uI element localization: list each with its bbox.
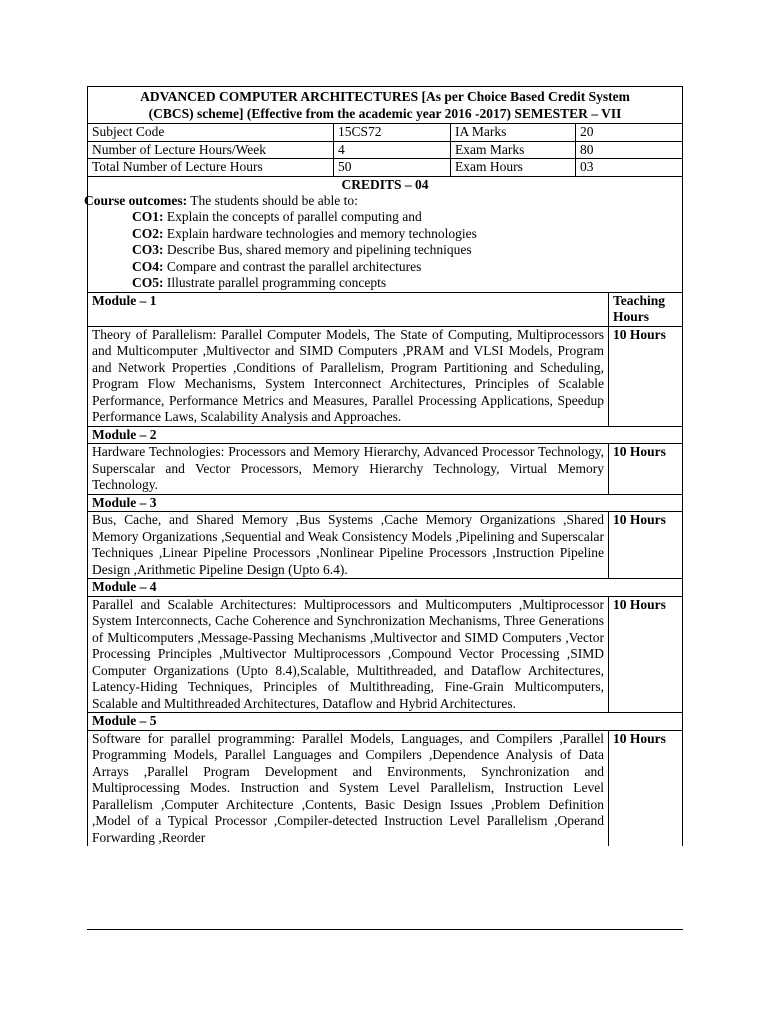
module-content-row bbox=[88, 326, 683, 426]
info-value: 80 bbox=[576, 141, 683, 159]
course-outcome-item bbox=[88, 259, 678, 276]
credits-row bbox=[88, 176, 683, 193]
course-outcome-item bbox=[88, 209, 678, 226]
co-code: CO1: bbox=[132, 209, 164, 224]
course-outcomes-row bbox=[88, 193, 683, 293]
title-line-2: (CBCS) scheme] (Effective from the academic year 2016 -2017) SEMESTER – VII bbox=[148, 106, 622, 121]
title-row bbox=[88, 87, 683, 124]
co-text: Illustrate parallel programming concepts bbox=[163, 275, 387, 290]
module-content: Bus, Cache, and Shared Memory ,Bus Systems ,Cache Memory Organizations ,Shared Memory Organizations ,Sequential and Weak Consistency Models ,Pipelining and Superscalar Techniques ,Linear Pipeline Processors ,Nonlinear Pipeline Processors ,Instruction Pipeline Design ,Arithmetic Pipeline Design (Upto 6.4). bbox=[88, 512, 609, 579]
module-header-row bbox=[88, 713, 683, 731]
module-content-row bbox=[88, 444, 683, 495]
module-content-row bbox=[88, 512, 683, 579]
co-text: Explain the concepts of parallel computing and bbox=[163, 209, 422, 224]
course-outcome-item bbox=[88, 275, 678, 292]
info-row bbox=[88, 124, 683, 142]
module-content: Hardware Technologies: Processors and Memory Hierarchy, Advanced Processor Technology, Superscalar and Vector Processors, Memory Hierarchy Technology, Virtual Memory Technology. bbox=[88, 444, 609, 495]
info-value: 15CS72 bbox=[334, 124, 451, 142]
credits: CREDITS – 04 bbox=[88, 176, 683, 193]
info-value: 4 bbox=[334, 141, 451, 159]
info-label: Exam Marks bbox=[451, 141, 576, 159]
module-title: Module – 4 bbox=[88, 579, 683, 597]
module-title: Module – 3 bbox=[88, 494, 683, 512]
co-code: CO2: bbox=[132, 225, 164, 241]
syllabus-table bbox=[84, 86, 683, 846]
module-hours: 10 Hours bbox=[609, 596, 683, 713]
info-label: Total Number of Lecture Hours bbox=[88, 159, 334, 177]
co-code: CO3: bbox=[132, 242, 164, 257]
module-hours: 10 Hours bbox=[609, 730, 683, 846]
course-outcomes bbox=[84, 192, 683, 293]
course-outcomes-intro-text: The students should be able to: bbox=[187, 192, 358, 208]
module-content: Software for parallel programming: Parallel Models, Languages, and Compilers ,Parallel Programming Models, Parallel Languages and Compilers ,Dependence Analysis of Data Arrays ,Parallel Program Development and Environments, Synchronization and Multiprocessing Modes. Instruction and System Level Parallelism, Instruction Level Parallelism ,Computer Architecture ,Contents, Basic Design Issues ,Problem Definition ,Model of a Typical Processor ,Compiler-detected Instruction Level Parallelism ,Operand Forwarding ,Reorder bbox=[88, 730, 609, 846]
module-header-row bbox=[88, 579, 683, 597]
co-text: Describe Bus, shared memory and pipelining techniques bbox=[163, 242, 472, 257]
module-hours: 10 Hours bbox=[609, 512, 683, 579]
module-header-row bbox=[88, 292, 683, 326]
co-code: CO4: bbox=[132, 258, 164, 274]
co-text: Compare and contrast the parallel architectures bbox=[163, 258, 422, 274]
module-content-row bbox=[88, 730, 683, 846]
module-content: Parallel and Scalable Architectures: Multiprocessors and Multicomputers ,Multiprocessor System Interconnects, Cache Coherence and Synchronization Mechanisms, Three Generations of Multicomputers ,Message-Passing Mechanisms ,Multivector and SIMD Computers ,Vector Processing Principles ,Multivector Multiprocessors ,Compound Vector Processing ,SIMD Computer Organizations (Upto 8.4),Scalable, Multithreaded, and Dataflow Architectures, Latency-Hiding Techniques, Principles of Multithreading, Fine-Grain Multicomputers, Scalable and Multithreaded Architectures, Dataflow and Hybrid Architectures. bbox=[88, 596, 609, 713]
module-header-row bbox=[88, 426, 683, 444]
co-code: CO5: bbox=[132, 275, 164, 290]
page-bottom-rule bbox=[87, 929, 683, 930]
info-label: IA Marks bbox=[451, 124, 576, 142]
co-text: Explain hardware technologies and memory technologies bbox=[163, 225, 477, 241]
module-hours: 10 Hours bbox=[609, 326, 683, 426]
course-outcome-item bbox=[88, 242, 678, 259]
info-value: 20 bbox=[576, 124, 683, 142]
teaching-hours-header: Teaching Hours bbox=[609, 292, 683, 326]
info-row bbox=[88, 141, 683, 159]
info-label: Exam Hours bbox=[451, 159, 576, 177]
module-header-row bbox=[88, 494, 683, 512]
info-value: 03 bbox=[576, 159, 683, 177]
module-title: Module – 1 bbox=[88, 292, 609, 326]
module-content-row bbox=[88, 596, 683, 713]
module-hours: 10 Hours bbox=[609, 444, 683, 495]
course-title bbox=[88, 87, 683, 124]
module-content: Theory of Parallelism: Parallel Computer Models, The State of Computing, Multiprocessors and Multicomputer ,Multivector and SIMD Computers ,PRAM and VLSI Models, Program and Network Properties ,Conditions of Parallelism, Program Partitioning and Scheduling, Program Flow Mechanisms, System Interconnect Architectures, Principles of Scalable Performance, Performance Metrics and Measures, Parallel Processing Applications, Speedup Performance Laws, Scalability Analysis and Approaches. bbox=[88, 326, 609, 426]
module-title: Module – 5 bbox=[88, 713, 683, 731]
syllabus-page bbox=[84, 86, 682, 846]
info-label: Number of Lecture Hours/Week bbox=[88, 141, 334, 159]
course-outcome-item bbox=[88, 226, 678, 243]
info-label: Subject Code bbox=[88, 124, 334, 142]
info-row bbox=[88, 159, 683, 177]
course-outcomes-heading: Course outcomes: bbox=[84, 192, 188, 208]
info-value: 50 bbox=[334, 159, 451, 177]
title-line-1: ADVANCED COMPUTER ARCHITECTURES [As per Choice Based Credit System bbox=[140, 89, 630, 104]
course-outcomes-intro bbox=[84, 193, 678, 210]
module-title: Module – 2 bbox=[88, 426, 683, 444]
